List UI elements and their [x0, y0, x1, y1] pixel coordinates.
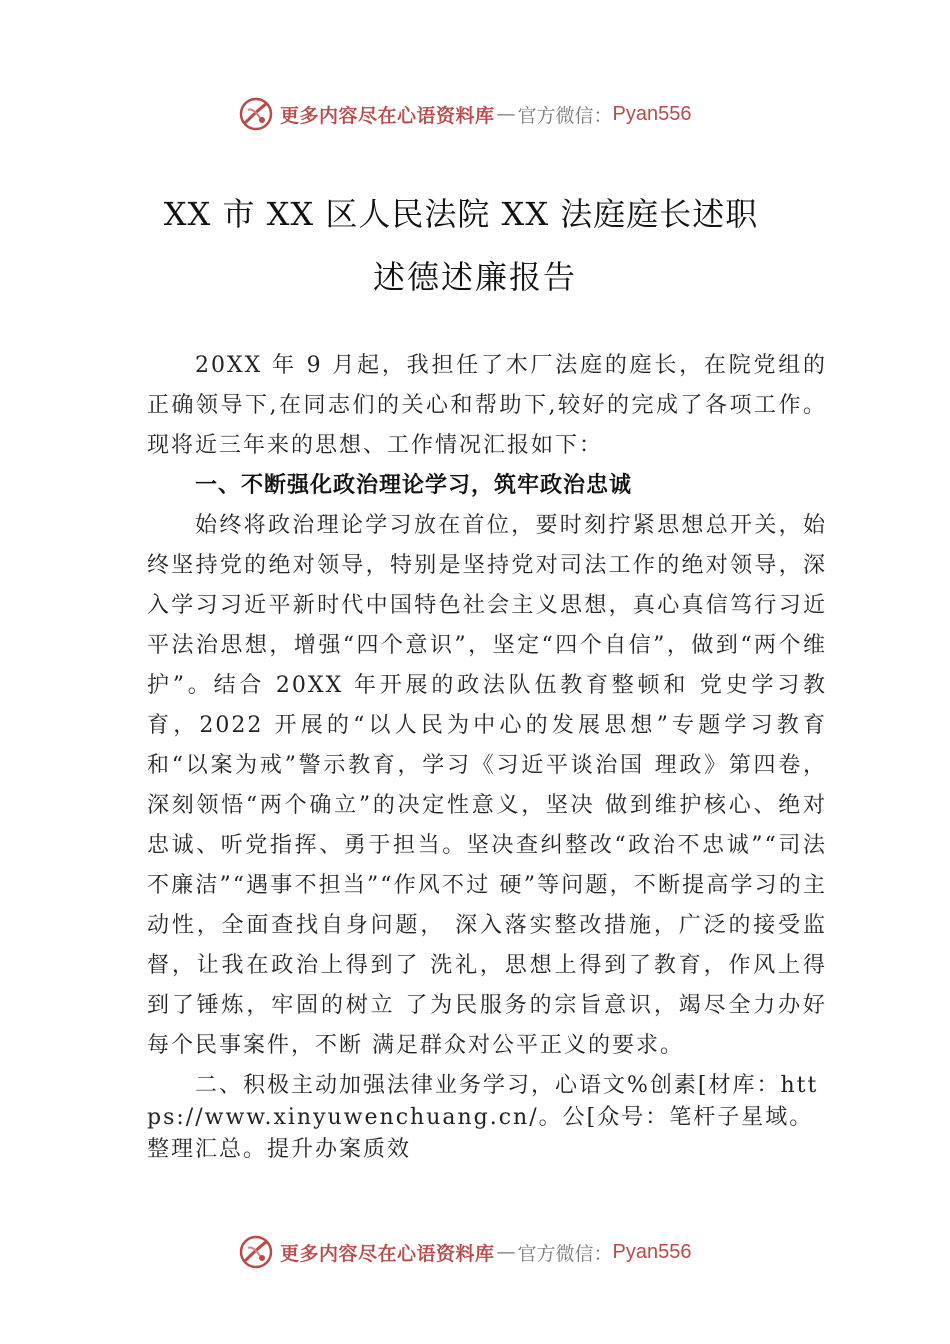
banner-wechat-id: Pyan556: [612, 1240, 692, 1263]
intro-paragraph: 20XX 年 9 月起，我担任了木厂法庭的庭长，在院党组的正确领导下,在同志们的关心和帮助下,较好的完成了各项工作。现将近三年来的思想、工作情况汇报如下：: [147, 353, 827, 458]
footer-banner: [0, 1232, 950, 1272]
banner-slogan: 更多内容尽在心语资料库: [280, 104, 495, 127]
banner-separator: —: [496, 103, 516, 125]
banner-slogan: 更多内容尽在心语资料库: [280, 1242, 495, 1265]
banner-separator: —: [496, 1241, 516, 1263]
section2-heading: 二、积极主动加强法律业务学习，心语文%创素[材库：https://www.xinyuwenchuang.cn/。公[众号：笔杆子星域。整理汇总。提升办案质效: [147, 1073, 819, 1162]
header-banner: [0, 94, 950, 134]
ink-brush-logo-icon: [238, 96, 274, 132]
section1-paragraph: 始终将政治理论学习放在首位，要时刻拧紧思想总开关，始终坚持党的绝对领导，特别是坚持党对司法工作的绝对领导，深入学习习近平新时代中国特色社会主义思想，真心真信笃行习近平法治思想，增强“四个意识”，坚定“四个自信”，做到“两个维护”。结合 20XX 年开展的政法队伍教育整顿和 党史学习教育，2022 开展的“以人民为中心的发展思想”专题学习教育和“以案为戒”警示教育，学习《习近平谈治国 理政》第四卷，深刻领悟“两个确立”的决定性意义，坚决 做到维护核心、绝对忠诚、听党指挥、勇于担当。坚决查纠整改“政治不忠诚”“司法不廉洁”“遇事不担当”“作风不过 硬”等问题，不断提高学习的主动性，全面查找自身问题， 深入落实整改措施，广泛的接受监督，让我在政治上得到了 洗礼，思想上得到了教育，作风上得到了锤炼，牢固的树立 了为民服务的宗旨意识，竭尽全力办好每个民事案件，不断 满足群众对公平正义的要求。: [147, 513, 827, 1058]
banner-wechat-label: 官方微信：: [517, 104, 613, 127]
section1-heading: 一、不断强化政治理论学习，筑牢政治忠诚: [195, 473, 633, 498]
ink-brush-logo-icon: [238, 1234, 274, 1270]
banner-wechat-id: Pyan556: [612, 102, 692, 125]
document-title-line1: XX 市 XX 区人民法院 XX 法庭庭长述职: [163, 195, 759, 233]
document-body: [147, 346, 827, 1166]
document-title-line2: 述德述廉报告: [372, 258, 577, 296]
banner-wechat-label: 官方微信：: [517, 1242, 613, 1265]
